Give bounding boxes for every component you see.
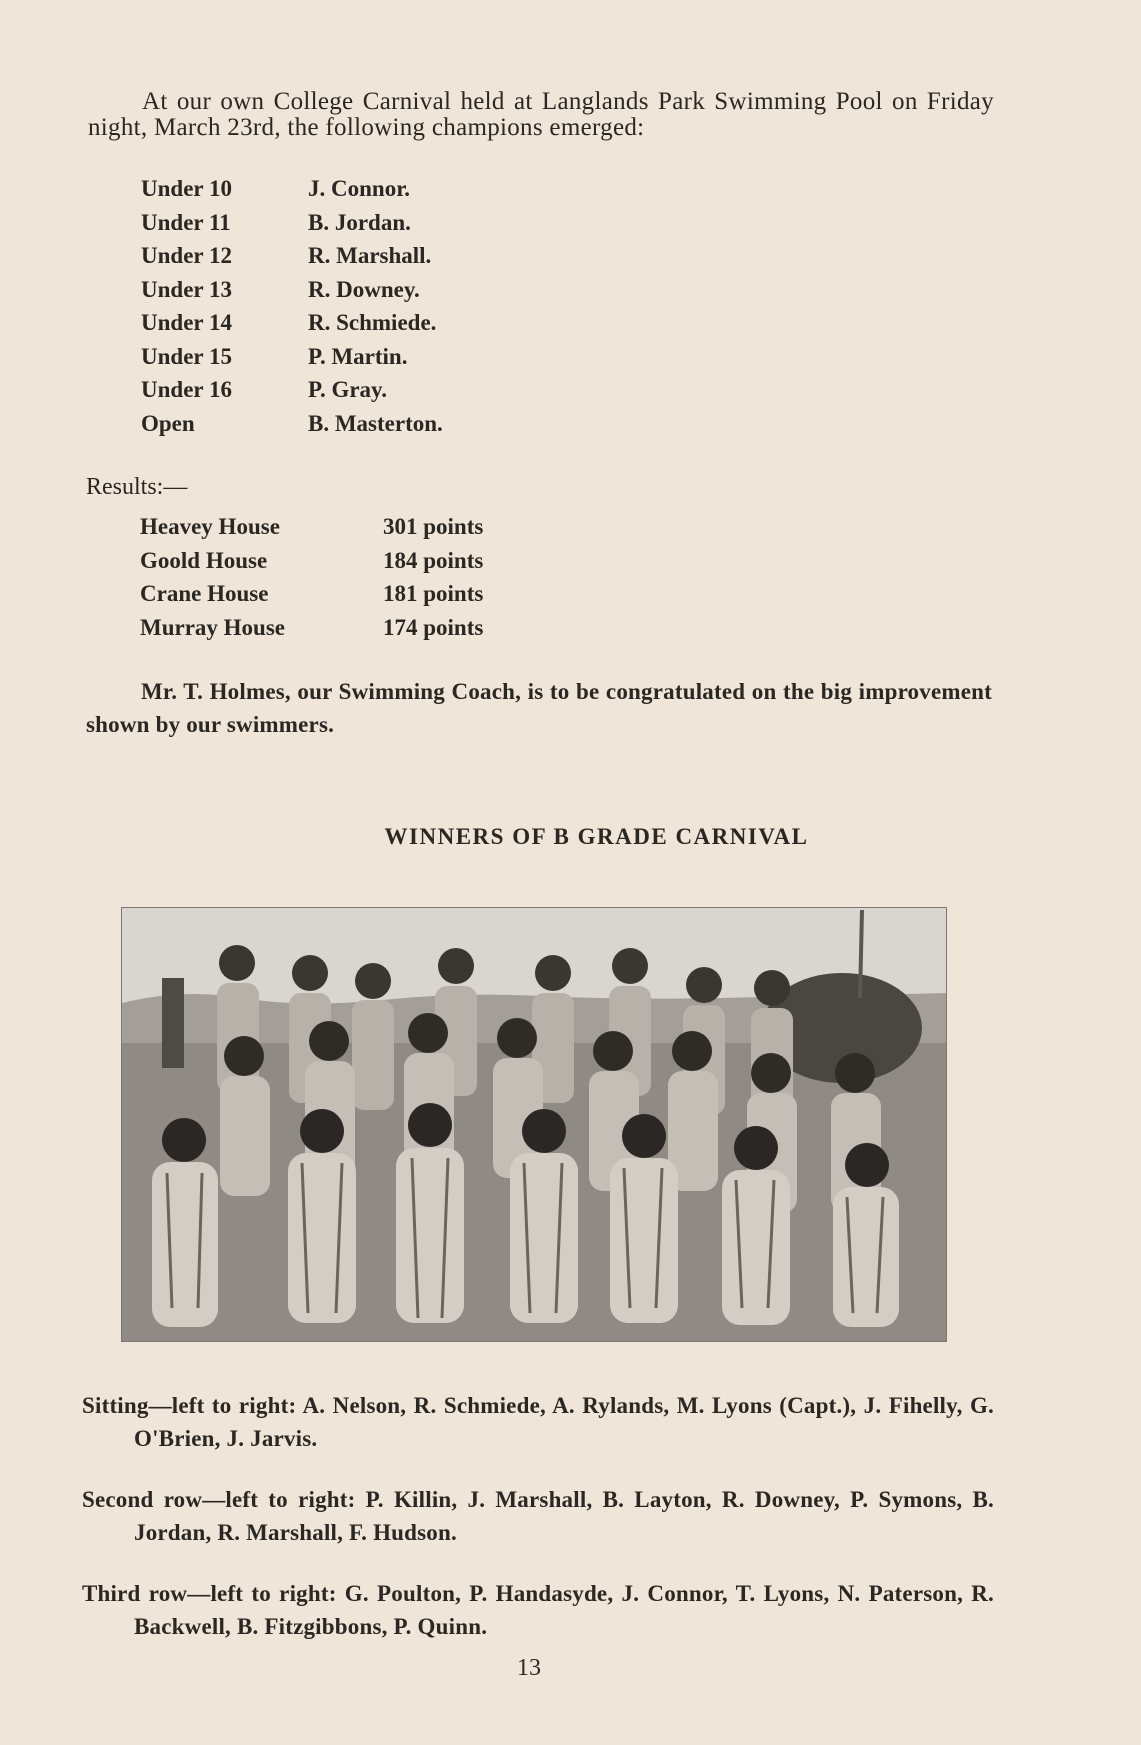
house-name: Murray House — [140, 614, 286, 640]
house-row — [140, 615, 560, 649]
champion-row — [141, 310, 541, 344]
caption-second-row-text: Second row—left to right: P. Killin, J. Marshall, B. Layton, R. Downey, P. Symons, B. Jordan, R. Marshall, F. Hudson. — [82, 1487, 994, 1545]
division-label: Under 10 — [141, 176, 232, 201]
coach-paragraph: Mr. T. Holmes, our Swimming Coach, is to be congratulated on the big improvement shown by our swimmers. — [86, 679, 992, 737]
intro-paragraph: At our own College Carnival held at Langlands Park Swimming Pool on Friday night, March 23rd, the following champions emerged: — [88, 88, 994, 141]
division-label: Open — [141, 410, 195, 436]
champion-name: R. Marshall. — [308, 243, 432, 268]
division-label: Under 14 — [141, 310, 232, 335]
photo-title: WINNERS OF B GRADE CARNIVAL — [384, 824, 809, 849]
champion-name: R. Downey. — [308, 276, 420, 302]
champion-row — [141, 377, 541, 411]
caption-sitting-text: Sitting—left to right: A. Nelson, R. Schmiede, A. Rylands, M. Lyons (Capt.), J. Fihelly, G. O'Brien, J. Jarvis. — [82, 1393, 994, 1451]
house-points: 301 points — [383, 514, 484, 539]
champion-row — [141, 411, 541, 445]
champion-row — [141, 277, 541, 311]
division-label: Under 15 — [141, 343, 232, 369]
house-row — [140, 581, 560, 615]
house-points: 174 points — [383, 614, 484, 640]
champion-name: J. Connor. — [308, 176, 411, 201]
champion-name: P. Gray. — [308, 377, 388, 402]
champion-name: B. Jordan. — [308, 209, 411, 235]
champion-name: B. Masterton. — [308, 410, 443, 436]
champions-list — [141, 176, 541, 444]
division-label: Under 12 — [141, 243, 232, 268]
division-label: Under 11 — [141, 209, 231, 235]
caption-second-row — [82, 1483, 994, 1549]
results-heading: Results:— — [86, 474, 188, 500]
house-results — [140, 514, 560, 648]
house-row — [140, 514, 560, 548]
champion-row — [141, 176, 541, 210]
caption-sitting — [82, 1389, 994, 1455]
house-points: 184 points — [383, 547, 484, 573]
page-number: 13 — [517, 1655, 541, 1681]
division-label: Under 16 — [141, 377, 232, 402]
champion-name: R. Schmiede. — [308, 310, 437, 335]
house-row — [140, 548, 560, 582]
champion-row — [141, 344, 541, 378]
team-photo-illustration — [122, 908, 946, 1341]
house-points: 181 points — [383, 581, 484, 606]
caption-third-row-text: Third row—left to right: G. Poulton, P. Handasyde, J. Connor, T. Lyons, N. Paterson, R. Backwell, B. Fitzgibbons, P. Quinn. — [82, 1581, 994, 1639]
champion-name: P. Martin. — [308, 343, 408, 369]
house-name: Crane House — [140, 581, 269, 606]
house-name: Goold House — [140, 547, 268, 573]
caption-third-row — [82, 1577, 994, 1643]
division-label: Under 13 — [141, 276, 232, 302]
champion-row — [141, 243, 541, 277]
champion-row — [141, 210, 541, 244]
house-name: Heavey House — [140, 514, 280, 539]
team-photo — [121, 907, 947, 1342]
